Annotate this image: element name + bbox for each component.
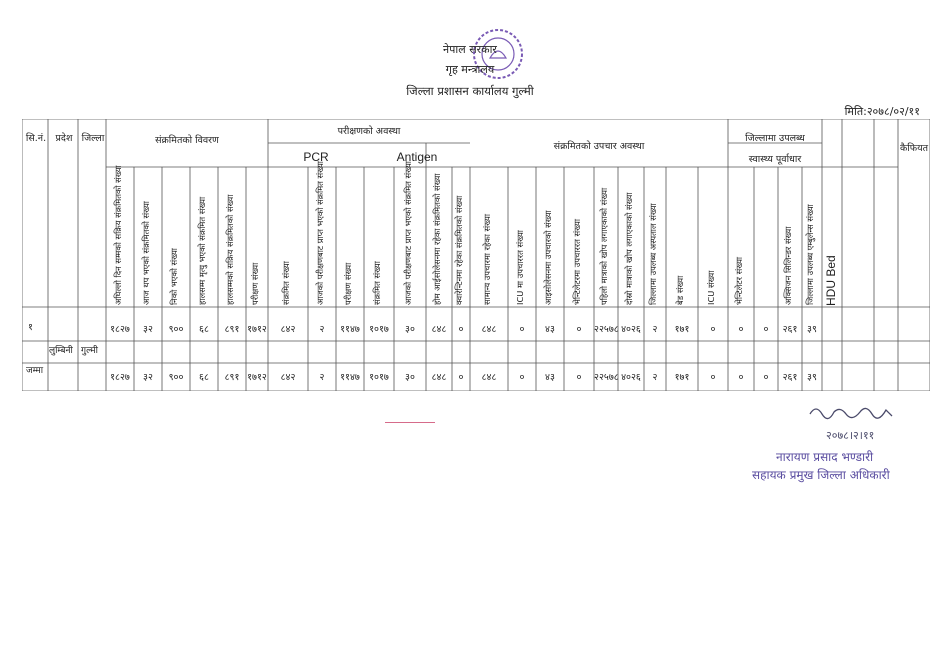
row1-value-2: ३२ — [143, 324, 153, 335]
column-header-9: परीक्षण संख्या — [343, 262, 353, 305]
column-header-10: संक्रमित संख्या — [372, 261, 382, 305]
column-header-3: निको भएको संख्या — [169, 248, 179, 305]
row1-province: लुम्बिनी — [49, 346, 73, 356]
column-header-17: भेन्टिलेटरमा उपचाररत संख्या — [572, 219, 582, 305]
total-value-18: २२५७८ — [594, 372, 619, 383]
row1-district: गुल्मी — [81, 346, 99, 356]
column-header-14: सामान्य उपचारमा रहेका संख्या — [482, 214, 492, 305]
total-value-5: ८९१ — [224, 372, 240, 383]
header-pcr: PCR — [303, 150, 329, 164]
total-value-24: ० — [763, 372, 769, 383]
report-date: मिति:२०७८/०२/११ — [844, 105, 920, 118]
total-value-4: ६८ — [199, 372, 209, 383]
total-value-12: ८४८ — [431, 372, 447, 383]
header-infection-details: संक्रमितको विवरण — [155, 135, 219, 146]
row1-value-18: २२५७८ — [594, 324, 619, 335]
row1-value-22: ० — [710, 324, 716, 335]
total-value-22: ० — [710, 372, 716, 383]
header-province: प्रदेश — [55, 133, 73, 144]
total-value-15: ० — [519, 372, 525, 383]
row1-value-8: २ — [319, 324, 325, 335]
total-value-8: २ — [319, 372, 325, 383]
header-government: नेपाल सरकार — [443, 43, 497, 56]
total-value-13: ० — [458, 372, 464, 383]
total-value-11: ३० — [405, 372, 415, 383]
column-header-8: आजको परीक्षणबाट प्राप्त भएको संक्रमित संख्या — [315, 161, 325, 305]
header-treatment-status: संक्रमितको उपचार अवस्था — [553, 141, 645, 152]
covid-status-table — [22, 119, 930, 391]
total-value-25: २६१ — [782, 372, 798, 383]
row1-value-24: ० — [763, 324, 769, 335]
total-value-19: ४०२६ — [621, 372, 641, 383]
header-office: जिल्ला प्रशासन कार्यालय गुल्मी — [406, 84, 534, 98]
column-header-20: जिल्लामा उपलब्ध अस्पताल संख्या — [648, 203, 658, 305]
total-value-1: १८२७ — [110, 372, 130, 383]
total-value-14: ८४८ — [481, 372, 497, 383]
column-header-2: आज थप भएको संक्रमितको संख्या — [141, 201, 151, 305]
total-label: जम्मा — [26, 366, 44, 376]
row1-value-19: ४०२६ — [621, 324, 641, 335]
column-header-15: ICU मा उपचाररत संख्या — [515, 230, 525, 305]
row1-value-17: ० — [576, 324, 582, 335]
column-header-12: होम आईसोलेसनमा रहेका संक्रमितको संख्या — [432, 173, 442, 305]
row1-value-9: ११४७ — [340, 324, 360, 335]
column-header-25: अक्सिजन सिलिन्डर संख्या — [783, 226, 793, 305]
total-value-2: ३२ — [143, 372, 153, 383]
row1-value-12: ८४८ — [431, 324, 447, 335]
signatory-title: सहायक प्रमुख जिल्ला अधिकारी — [752, 468, 890, 482]
total-value-16: ४३ — [545, 372, 555, 383]
column-header-22: ICU संख्या — [706, 270, 716, 305]
total-value-26: ३९ — [807, 372, 817, 383]
row1-value-20: २ — [652, 324, 658, 335]
column-header-11: आजको परीक्षणबाट प्राप्त भएको संक्रमित संख्या — [403, 161, 413, 305]
row1-value-13: ० — [458, 324, 464, 335]
divider-line — [385, 422, 435, 423]
column-header-5: हालसम्मको सक्रिय संक्रमितको संख्या — [225, 194, 235, 305]
row1-sn: १ — [28, 322, 33, 333]
row1-value-10: १०१७ — [369, 324, 389, 335]
row1-value-4: ६८ — [199, 324, 209, 335]
row1-value-7: ८४२ — [280, 324, 296, 335]
column-header-13: क्वारेन्टिनमा रहेका संक्रमितको संख्या — [454, 195, 464, 305]
column-header-hdu-bed: HDU Bed — [824, 255, 838, 306]
header-remarks: कैफियत — [899, 143, 928, 154]
total-value-20: २ — [652, 372, 658, 383]
column-header-18: पहिलो मात्राको खोप लगाएकाको संख्या — [599, 187, 609, 305]
column-header-7: संक्रमित संख्या — [281, 261, 291, 305]
column-header-19: दोस्रो मात्राको खोप लगाएकाको संख्या — [624, 192, 634, 305]
header-sn: सि.नं. — [25, 133, 47, 144]
total-value-10: १०१७ — [369, 372, 389, 383]
row1-value-5: ८९१ — [224, 324, 240, 335]
row1-value-21: १७१ — [674, 324, 690, 335]
total-value-23: ० — [738, 372, 744, 383]
column-header-16: आइसोलेसनमा उपचारको संख्या — [543, 210, 553, 305]
column-header-21: बेड संख्या — [675, 275, 685, 305]
total-value-21: १७१ — [674, 372, 690, 383]
row1-value-23: ० — [738, 324, 744, 335]
column-header-6: परीक्षण संख्या — [250, 262, 260, 305]
column-header-4: हालसम्म मृत्यु भएको संक्रमित संख्या — [197, 196, 207, 305]
row1-value-25: २६१ — [782, 324, 798, 335]
total-value-17: ० — [576, 372, 582, 383]
row1-value-11: ३० — [405, 324, 415, 335]
row1-value-14: ८४८ — [481, 324, 497, 335]
row1-value-26: ३९ — [807, 324, 817, 335]
header-ministry: गृह मन्त्रालय — [445, 63, 495, 76]
header-testing-status: परीक्षणको अवस्था — [337, 126, 401, 137]
row1-value-1: १८२७ — [110, 324, 130, 335]
signature-scribble-icon — [806, 400, 896, 422]
total-value-6: १७१२ — [247, 372, 267, 383]
signature-date: २०७८।२।११ — [826, 429, 875, 442]
header-district: जिल्ला — [81, 133, 105, 144]
total-value-7: ८४२ — [280, 372, 296, 383]
row1-value-16: ४३ — [545, 324, 555, 335]
header-district-infra-1: जिल्लामा उपलब्ध — [745, 133, 805, 144]
header-antigen: Antigen — [396, 150, 438, 164]
total-value-9: ११४७ — [340, 372, 360, 383]
column-header-24 — [760, 169, 772, 305]
signatory-name: नारायण प्रसाद भण्डारी — [776, 450, 874, 464]
row1-value-15: ० — [519, 324, 525, 335]
column-header-23: भेन्टिलेटर संख्या — [734, 256, 744, 305]
column-header-1: अघिल्लो दिन सम्मको सक्रिय संक्रमितको संख्या — [113, 165, 123, 305]
total-value-3: ९०० — [168, 372, 184, 383]
header-district-infra-2: स्वास्थ्य पूर्वाधार — [748, 154, 802, 165]
row1-value-6: १७१२ — [247, 324, 267, 335]
column-header-26: जिल्लामा उपलब्ध एम्बुलेन्स संख्या — [805, 204, 815, 305]
row1-value-3: ९०० — [168, 324, 184, 335]
